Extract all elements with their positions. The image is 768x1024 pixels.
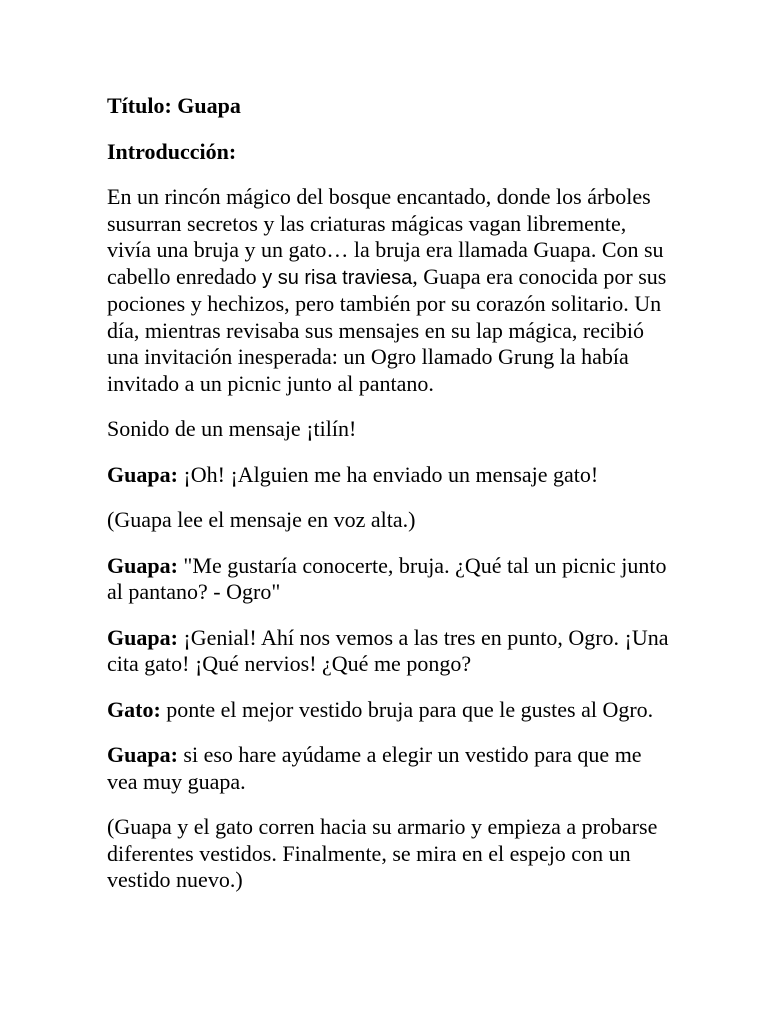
- dialogue-line: [107, 625, 672, 678]
- intro-paragraph: [107, 184, 672, 397]
- speaker-label: Guapa:: [107, 624, 178, 650]
- dialogue-text: ponte el mejor vestido bruja para que le gustes al Ogro.: [160, 696, 654, 722]
- intro-text-part1: En un rincón mágico del bosque encantado, donde los árboles susurran secretos y las criaturas mágicas vagan libremente, vivía una bruja y un gato… la bruja era llamada Guapa. Con su cabello enredado: [107, 184, 664, 289]
- stage-direction: [107, 814, 672, 894]
- intro-heading: Introducción:: [107, 138, 237, 164]
- stage-direction-text: (Guapa lee el mensaje en voz alta.): [107, 507, 416, 532]
- sound-line: Sonido de un mensaje ¡tilín!: [107, 416, 357, 441]
- stage-direction: [107, 507, 672, 534]
- dialogue-line: [107, 553, 672, 606]
- speaker-label: Gato:: [107, 696, 161, 722]
- dialogue-line: [107, 462, 672, 489]
- dialogue-line: [107, 697, 672, 724]
- dialogue-text: ¡Oh! ¡Alguien me ha enviado un mensaje gato!: [177, 461, 599, 487]
- speaker-label: Guapa:: [107, 742, 178, 767]
- document-title: Título: Guapa: [107, 93, 241, 118]
- intro-text-part3: , Guapa era conocida por sus pociones y hechizos, pero también por su corazón solitario. Un día, mientras revisaba sus mensajes en su lap mágica, recibió una invitación inesperada: un Ogro llamado Grung la había invitado a un picnic junto al pantano.: [107, 263, 667, 396]
- dialogue-line: [107, 742, 672, 795]
- dialogue-text: si eso hare ayúdame a elegir un vestido para que me vea muy guapa.: [107, 742, 642, 794]
- dialogue-text: ¡Genial! Ahí nos vemos a las tres en punto, Ogro. ¡Una cita gato! ¡Qué nervios! ¿Qué me pongo?: [107, 624, 669, 676]
- document-body: [107, 93, 672, 913]
- speaker-label: Guapa:: [107, 552, 178, 578]
- speaker-label: Guapa:: [107, 461, 178, 487]
- intro-text-part2: y su risa traviesa: [262, 266, 413, 289]
- stage-direction-text: (Guapa y el gato corren hacia su armario y empieza a probarse diferentes vestidos. Finalmente, se mira en el espejo con un vestido nuevo.): [107, 814, 658, 892]
- dialogue-text: "Me gustaría conocerte, bruja. ¿Qué tal un picnic junto al pantano? - Ogro": [107, 552, 667, 604]
